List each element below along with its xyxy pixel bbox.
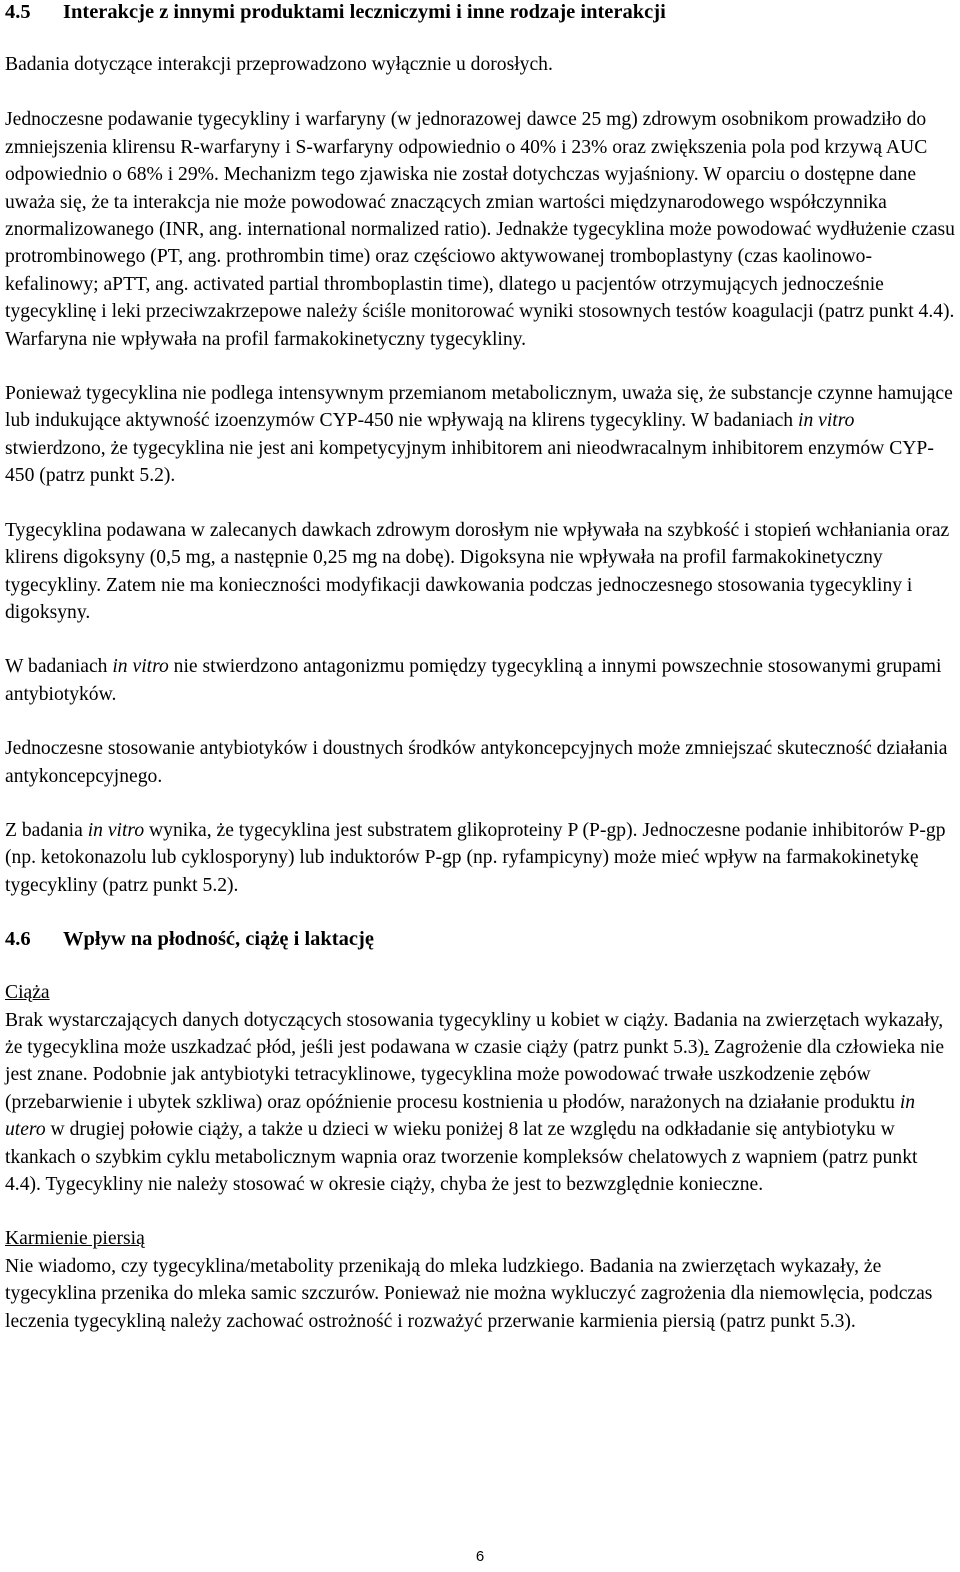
text-run: nie stwierdzono antagonizmu pomiędzy tygecykliną a innymi powszechnie stosowanymi grupami antybiotyków.: [5, 656, 942, 705]
subsection-heading-pregnancy: Ciąża: [5, 982, 50, 1004]
section-title: Interakcje z innymi produktami leczniczymi i inne rodzaje interakcji: [63, 1, 666, 23]
paragraph-digoxin: Tygecyklina podawana w zalecanych dawkach zdrowym dorosłym nie wpływała na szybkość i stopień wchłaniania oraz klirens digoksyny (0,5 mg, a następnie 0,25 mg na dobę). Digoksyna nie wpływała na profil farmakokinetyczny tygecykliny. Zatem nie ma konieczności modyfikacji dawkowania podczas jednoczesnego stosowania tygecykliny i digoksyny.: [5, 519, 950, 623]
paragraph-adults-only: Badania dotyczące interakcji przeprowadzono wyłącznie u dorosłych.: [5, 54, 553, 75]
italic-run: in vitro: [87, 819, 145, 841]
paragraph-breastfeeding: Nie wiadomo, czy tygecyklina/metabolity przenikają do mleka ludzkiego. Badania na zwierzętach wykazały, że tygecyklina przenika do mleka samic szczurów. Ponieważ nie można wykluczyć zagrożenia dla niemowlęcia, podczas leczenia tygecykliną należy zachować ostrożność i rozważyć przerwanie karmienia piersią (patrz punkt 5.3).: [5, 1255, 933, 1332]
page-number: 6: [475, 1548, 485, 1565]
subsection-heading-breastfeeding: Karmienie piersią: [5, 1228, 145, 1250]
text-run: Ponieważ tygecyklina nie podlega intensywnym przemianom metabolicznym, uważa się, że substancje czynne hamujące lub indukujące aktywność izoenzymów CYP-450 nie wpływają na klirens tygecykliny. W badaniach: [5, 383, 953, 432]
section-heading-4-6: [5, 926, 955, 953]
paragraph-warfarin: Jednoczesne podawanie tygecykliny i warfaryny (w jednorazowej dawce 25 mg) zdrowym osobnikom prowadziło do zmniejszenia klirensu R-warfaryny i S-warfaryny odpowiednio o 40% i 23% oraz zwiększenia pola pod krzywą AUC odpowiednio o 68% i 29%. Mechanizm tego zjawiska nie został dotychczas wyjaśniony. W oparciu o dostępne dane uważa się, że ta interakcja nie może powodować znaczących zmian wartości międzynarodowego współczynnika znormalizowanego (INR, ang. international normalized ratio). Jednakże tygecyklina może powodować wydłużenie czasu protrombinowego (PT, ang. prothrombin time) oraz częściowo aktywowanej tromboplastyny (czas kaolinowo-kefalinowy; aPTT, ang. activated partial thromboplastin time), dlatego u pacjentów otrzymujących jednocześnie tygecyklinę i leki przeciwzakrzepowe należy ściśle monitorować wyniki stosownych testów koagulacji (patrz punkt 4.4). Warfaryna nie wpływała na profil farmakokinetyczny tygecykliny.: [5, 109, 955, 350]
italic-run: in utero: [5, 1091, 916, 1141]
paragraph-pregnancy: [5, 1007, 955, 1199]
section-number: 4.5: [5, 1, 31, 23]
text-run: w drugiej połowie ciąży, a także u dzieci w wieku poniżej 8 lat ze względu na odkładanie się antybiotyku w tkankach o szybkim cyklu metabolicznym wapnia oraz tworzenie kompleksów chelatowych z wapniem (patrz punkt 4.4). Tygecykliny nie należy stosować w okresie ciąży, chyba że jest to bezwzględnie konieczne.: [5, 1119, 918, 1195]
paragraph-antibiotics-antagonism: [5, 653, 955, 708]
text-run: Brak wystarczających danych dotyczących stosowania tygecykliny u kobiet w ciąży. Badania na zwierzętach wykazały, że tygecyklina może uszkadzać płód, jeśli jest podawana w czasie ciąży (patrz punkt 5.3): [5, 1009, 944, 1058]
text-run: W badaniach: [5, 656, 113, 678]
subsection-pregnancy: [5, 979, 955, 1198]
text-run: stwierdzono, że tygecyklina nie jest ani kompetycyjnym inhibitorem ani nieodwracalnym inhibitorem enzymów CYP-450 (patrz punkt 5.2).: [5, 437, 934, 487]
subsection-breastfeeding: [5, 1225, 955, 1335]
document-page: [5, 0, 955, 1335]
italic-run: in vitro: [112, 656, 169, 678]
underlined-dot: .: [704, 1036, 710, 1058]
italic-run: in vitro: [798, 410, 855, 432]
paragraph-cyp450: [5, 380, 955, 490]
section-heading-4-5: [5, 0, 955, 25]
text-run: wynika, że tygecyklina jest substratem glikoproteiny P (P-gp). Jednoczesne podanie inhibitorów P-gp (np. ketokonazolu lub cyklosporyny) lub induktorów P-gp (np. ryfampicyny) może mieć wpływ na farmakokinetykę tygecykliny (patrz punkt 5.2).: [5, 819, 946, 896]
section-title: Wpływ na płodność, ciążę i laktację: [63, 928, 374, 951]
paragraph-contraceptives: Jednoczesne stosowanie antybiotyków i doustnych środków antykoncepcyjnych może zmniejszać skuteczność działania antykoncepcyjnego.: [5, 738, 948, 787]
paragraph-p-gp: [5, 817, 955, 899]
text-run: Zagrożenie dla człowieka nie jest znane. Podobnie jak antybiotyki tetracyklinowe, tygecyklina może powodować trwałe uszkodzenie zębów (przebarwienie i ubytek szkliwa) oraz opóźnienie procesu kostnienia u płodów, narażonych na działanie produktu: [5, 1036, 945, 1113]
text-run: Z badania: [5, 819, 88, 841]
section-number: 4.6: [5, 928, 31, 951]
